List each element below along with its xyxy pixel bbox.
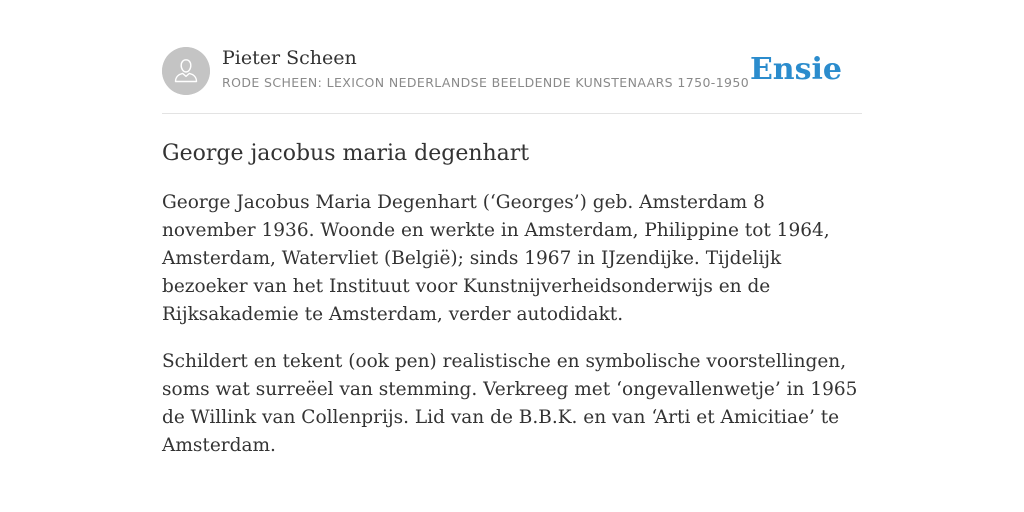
entry-paragraph: George Jacobus Maria Degenhart (‘Georges’) geb. Amsterdam 8 november 1936. Woonde en werkte in Amsterdam, Philippine tot 1964, Amsterdam, Watervliet (België); sinds 1967 in IJzendijke. Tijdelijk bezoeker van het Instituut voor Kunstnijverheidsonderwijs en de Rijksakademie te Amsterdam, verder autodidakt.	[162, 192, 830, 325]
ensie-logo-link[interactable]: Ensie	[749, 52, 842, 87]
author-avatar	[162, 47, 210, 95]
author-name[interactable]: Pieter Scheen	[222, 47, 357, 69]
user-silhouette-icon	[162, 47, 210, 95]
entry-body	[162, 189, 862, 460]
entry-card	[162, 45, 862, 479]
entry-header	[162, 45, 862, 114]
entry-title: George jacobus maria degenhart	[162, 141, 530, 166]
entry-paragraph: Schildert en tekent (ook pen) realistische en symbolische voorstellingen, soms wat surreëel van stemming. Verkreeg met ‘ongevallenwetje’ in 1965 de Willink van Collenprijs. Lid van de B.B.K. en van ‘Arti et Amicitiae’ te Amsterdam.	[162, 351, 858, 456]
source-title[interactable]: RODE SCHEEN: LEXICON NEDERLANDSE BEELDENDE KUNSTENAARS 1750-1950	[222, 75, 750, 90]
